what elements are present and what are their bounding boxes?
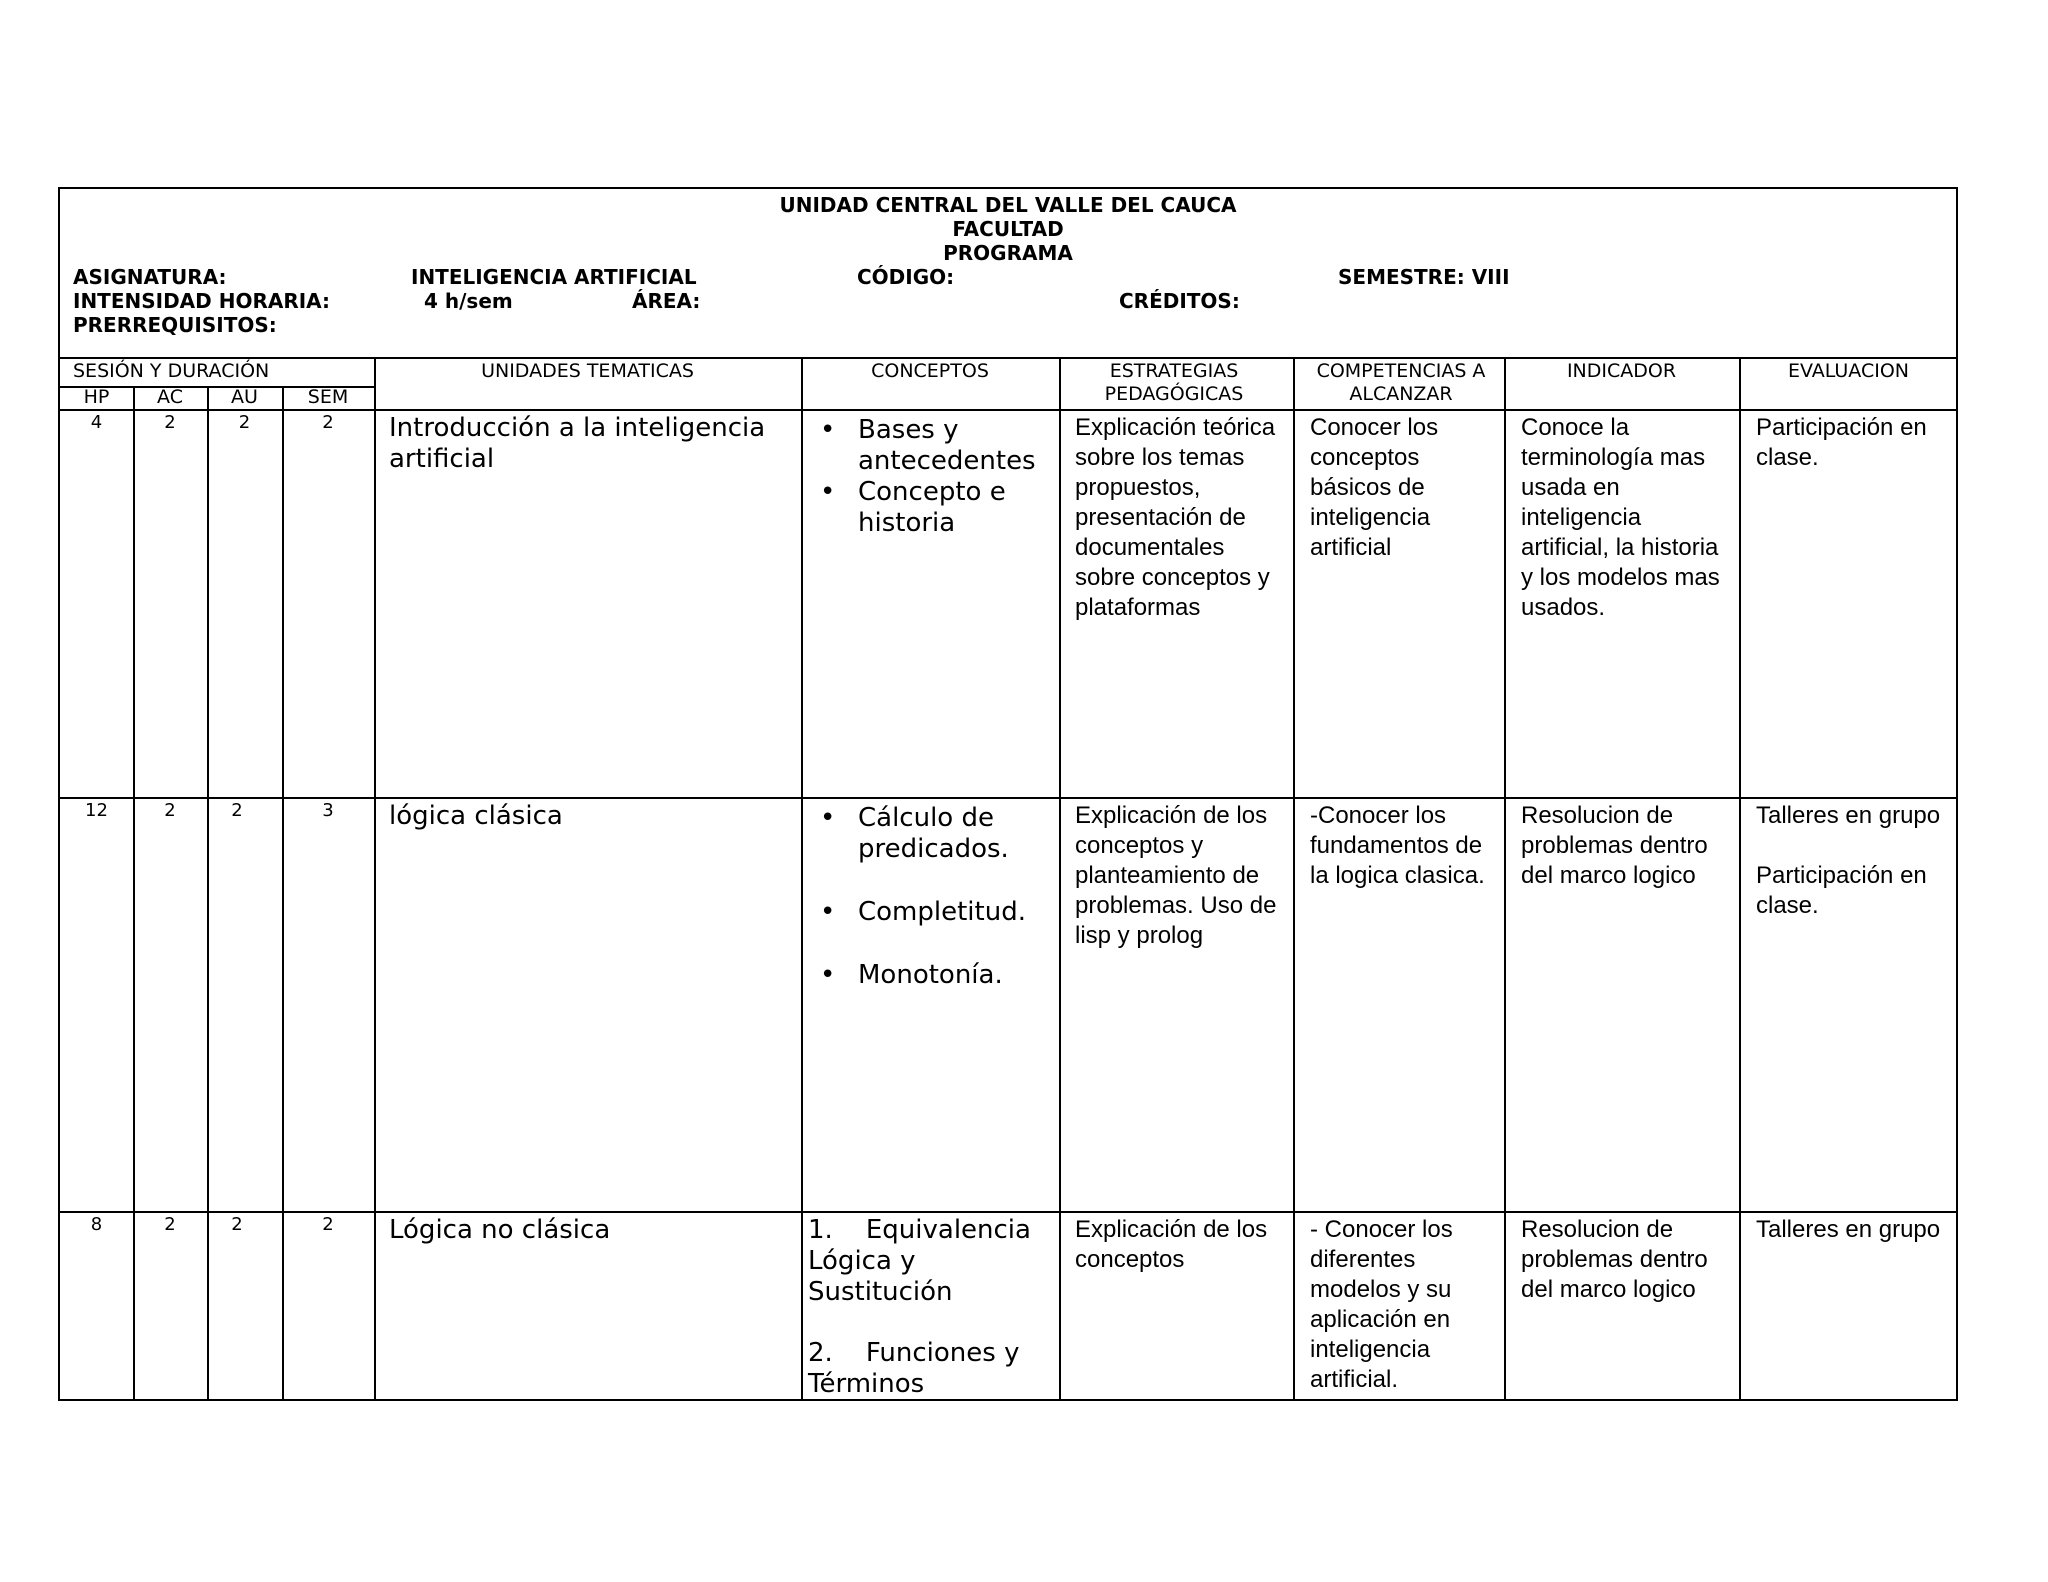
evaluacion-item: Talleres en grupo [1756,802,1941,829]
row3-au: 2 [231,1214,243,1235]
row1-conceptos [808,415,1056,539]
row3-conceptos [808,1215,1053,1400]
column-divider [282,387,284,1401]
evaluacion-item: Talleres en grupo [1756,1216,1941,1243]
header-hp: HP [83,386,110,408]
area-label: ÁREA: [632,289,701,313]
list-item: • Concepto e historia [808,477,1056,539]
header-unidades: UNIDADES TEMATICAS [481,360,694,382]
evaluacion-item: Participación en clase. [1756,414,1927,471]
column-divider [801,359,803,1401]
row-divider [60,409,1956,411]
row3-competencias: - Conocer los diferentes modelos y su aplicación en inteligencia artificial. [1310,1216,1453,1393]
list-item: • Bases y antecedentes [808,415,1056,477]
row2-conceptos [808,803,1056,991]
asignatura-label: ASIGNATURA: [73,265,227,289]
row2-competencias: -Conocer los fundamentos de la logica clasica. [1310,802,1485,889]
column-divider [207,387,209,1401]
faculty-title: FACULTAD [952,217,1064,241]
list-item: • Monotonía. [808,960,1056,991]
row2-estrategias: Explicación de los conceptos y planteamiento de problemas. Uso de lisp y prolog [1075,802,1277,949]
row2-sem: 3 [322,800,334,821]
list-item: 2. Funciones y Términos [808,1338,1028,1399]
row2-au: 2 [231,800,243,821]
row2-evaluacion [1756,801,1956,921]
row1-competencias: Conocer los conceptos básicos de inteligencia artificial [1310,414,1439,561]
row1-sem: 2 [322,412,334,433]
semestre-label: SEMESTRE: VIII [1338,265,1510,289]
list-item: 1. Equivalencia Lógica y Sustitución [808,1215,1040,1307]
header-indicador: INDICADOR [1566,360,1677,382]
program-table [60,359,1956,1401]
row3-ac: 2 [164,1214,176,1235]
row-divider [60,797,1956,799]
list-item: • Completitud. [808,897,1056,928]
row3-unidad: Lógica no clásica [389,1215,611,1245]
row1-indicador: Conoce la terminología mas usada en inteligencia artificial, la historia y los modelos mas usados. [1521,414,1720,621]
row3-sem: 2 [322,1214,334,1235]
institution-title: UNIDAD CENTRAL DEL VALLE DEL CAUCA [779,193,1237,217]
header-estrategias: ESTRATEGIAS PEDAGÓGICAS [1104,360,1244,405]
program-title: PROGRAMA [943,241,1073,265]
header-ac: AC [157,386,183,408]
row1-hp: 4 [90,412,103,433]
column-divider [374,359,376,1401]
row1-estrategias: Explicación teórica sobre los temas propuestos, presentación de documentales sobre conceptos y plataformas [1075,414,1276,621]
row1-unidad: Introducción a la inteligencia artificial [389,413,766,474]
row3-hp: 8 [90,1214,103,1235]
row1-evaluacion [1756,413,1956,473]
row3-estrategias: Explicación de los conceptos [1075,1216,1268,1273]
intensidad-label: INTENSIDAD HORARIA: [73,289,331,313]
codigo-label: CÓDIGO: [857,265,955,289]
row3-evaluacion [1756,1215,1956,1245]
row2-indicador: Resolucion de problemas dentro del marco logico [1521,802,1708,889]
program-document [58,187,1958,1401]
header-au: AU [231,386,258,408]
column-divider [133,387,135,1401]
row-divider [60,1211,1956,1213]
header-sem: SEM [307,386,349,408]
row2-unidad: lógica clásica [389,801,563,831]
document-header [60,189,1956,359]
header-evaluacion: EVALUACION [1787,360,1910,382]
asignatura-value: INTELIGENCIA ARTIFICIAL [411,265,697,289]
column-divider [1504,359,1506,1401]
row1-au: 2 [238,412,251,433]
list-item: • Cálculo de predicados. [808,803,1056,865]
row2-hp: 12 [85,800,108,821]
prerrequisitos-label: PRERREQUISITOS: [73,313,277,337]
evaluacion-item: Participación en clase. [1756,862,1927,919]
row2-ac: 2 [164,800,176,821]
header-conceptos: CONCEPTOS [871,360,989,382]
header-competencias: COMPETENCIAS A ALCANZAR [1316,360,1486,405]
column-divider [1739,359,1741,1401]
header-sesion: SESIÓN Y DURACIÓN [73,360,270,382]
intensidad-value: 4 h/sem [424,289,513,313]
column-divider [1059,359,1061,1401]
row3-indicador: Resolucion de problemas dentro del marco logico [1521,1216,1708,1303]
column-divider [1293,359,1295,1401]
row1-ac: 2 [164,412,176,433]
creditos-label: CRÉDITOS: [1119,289,1240,313]
